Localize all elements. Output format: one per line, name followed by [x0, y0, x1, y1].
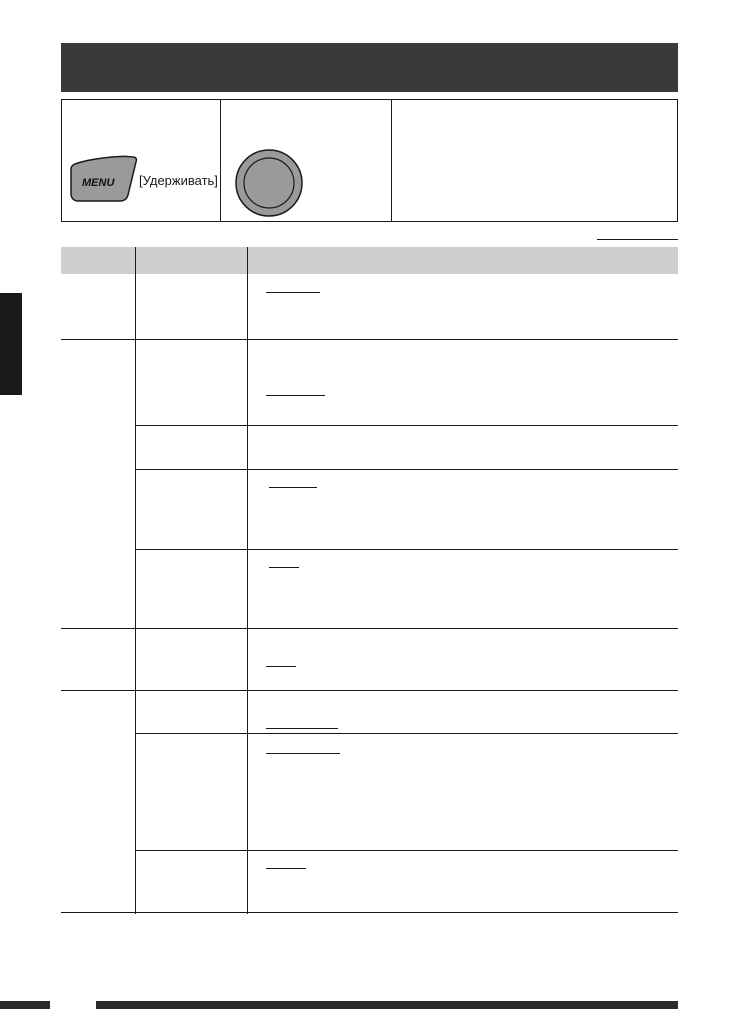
column-divider — [247, 247, 248, 914]
row-separator — [61, 912, 678, 913]
language-tab — [0, 293, 22, 395]
row-separator — [135, 549, 678, 550]
row-separator — [135, 850, 678, 851]
default-underline — [266, 728, 338, 729]
default-underline — [266, 753, 340, 754]
default-underline — [266, 666, 296, 667]
footer-bar — [96, 1001, 678, 1009]
hold-label: [Удерживать] — [139, 173, 218, 188]
menu-button-icon — [70, 155, 138, 203]
table-header-row — [61, 247, 678, 274]
footer-bar — [0, 1001, 50, 1009]
menu-button-label: MENU — [82, 177, 115, 189]
row-separator — [135, 469, 678, 470]
default-underline — [266, 868, 306, 869]
settings-table — [61, 247, 678, 914]
step-instructions — [61, 99, 678, 222]
row-separator — [135, 425, 678, 426]
row-separator — [61, 628, 678, 629]
default-underline — [269, 567, 299, 568]
continued-rule — [597, 239, 678, 240]
default-underline — [266, 292, 320, 293]
control-dial-icon — [234, 148, 304, 218]
title-bar — [61, 43, 678, 92]
column-divider — [135, 247, 136, 914]
row-separator — [61, 690, 678, 691]
row-separator — [61, 339, 678, 340]
row-separator — [135, 733, 678, 734]
default-underline — [269, 487, 317, 488]
step-divider — [220, 100, 221, 221]
step-divider — [391, 100, 392, 221]
default-underline — [266, 395, 325, 396]
